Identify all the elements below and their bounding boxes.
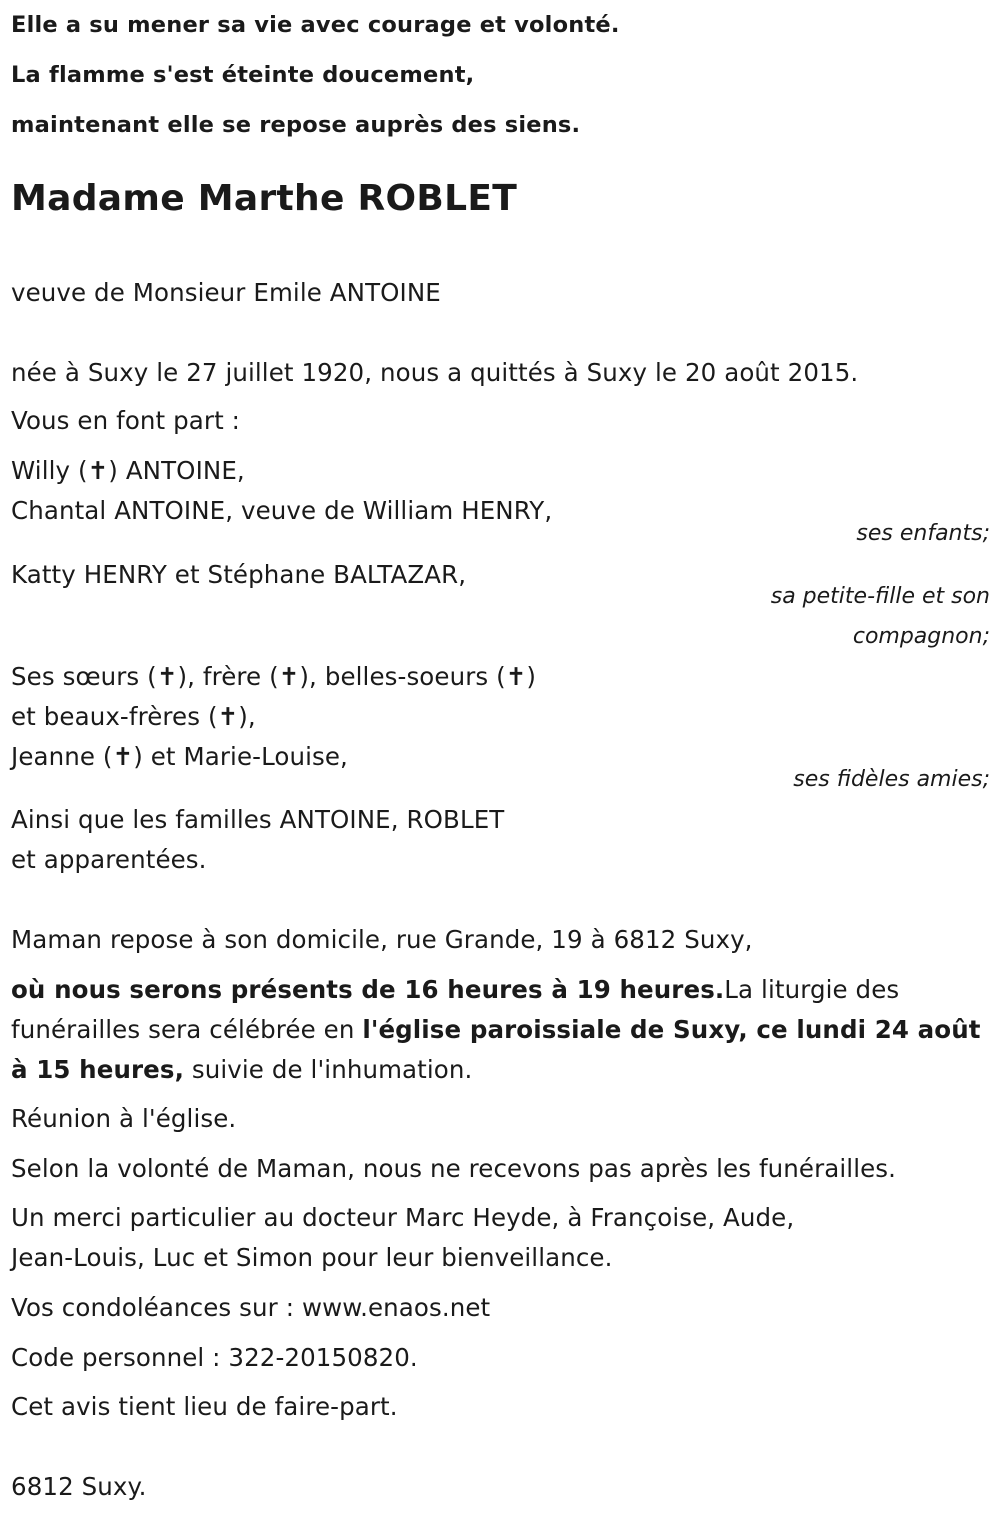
deceased-name: Madame Marthe ROBLET [11, 178, 518, 219]
burial-note: suivie de l'inhumation. [183, 1055, 473, 1084]
families-line-1: Ainsi que les familles ANTOINE, ROBLET [11, 805, 505, 834]
thanks-line-2: Jean-Louis, Luc et Simon pour leur bienveillance. [11, 1243, 613, 1272]
wish-line: Selon la volonté de Maman, nous ne recevons pas après les funérailles. [11, 1154, 897, 1183]
ceremony-time: à 15 heures, [11, 1055, 184, 1084]
widow-of-line: veuve de Monsieur Emile ANTOINE [11, 278, 441, 307]
friends-role: ses fidèles amies; [793, 767, 990, 792]
verse-line-3: maintenant elle se repose auprès des siens. [11, 112, 581, 138]
rest-line: Maman repose à son domicile, rue Grande, 19 à 6812 Suxy, [11, 925, 753, 954]
condolences-line: Vos condoléances sur : www.enaos.net [11, 1293, 491, 1322]
grandchild-role-line-1: sa petite-fille et son [770, 584, 990, 609]
notice-line: Cet avis tient lieu de faire-part. [11, 1392, 398, 1421]
liturgy-plain: funérailles sera célébrée en [11, 1015, 363, 1044]
code-line: Code personnel : 322-20150820. [11, 1343, 418, 1372]
children-role: ses enfants; [856, 521, 990, 546]
presence-line [11, 975, 899, 1004]
verse-line-1: Elle a su mener sa vie avec courage et volonté. [11, 12, 620, 38]
meeting-line: Réunion à l'église. [11, 1104, 237, 1133]
children-line-1: Willy (✝) ANTOINE, [11, 456, 245, 485]
church-date: l'église paroissiale de Suxy, ce lundi 24 août [362, 1015, 981, 1044]
place-line: 6812 Suxy. [11, 1472, 147, 1501]
liturgy-line-2 [11, 1015, 981, 1044]
siblings-line-1: Ses sœurs (✝), frère (✝), belles-soeurs (✝) [11, 662, 537, 691]
verse-line-2: La flamme s'est éteinte doucement, [11, 62, 475, 88]
siblings-line-2: et beaux-frères (✝), [11, 702, 256, 731]
presence-hours: où nous serons présents de 16 heures à 19 heures. [11, 975, 725, 1004]
families-line-2: et apparentées. [11, 845, 207, 874]
liturgy-line-3 [11, 1055, 472, 1084]
announce-line: Vous en font part : [11, 406, 241, 435]
birth-death-line: née à Suxy le 27 juillet 1920, nous a quittés à Suxy le 20 août 2015. [11, 358, 859, 387]
friends-line: Jeanne (✝) et Marie-Louise, [11, 742, 348, 771]
liturgy-start: La liturgie des [724, 975, 900, 1004]
children-line-2: Chantal ANTOINE, veuve de William HENRY, [11, 496, 553, 525]
grandchild-line: Katty HENRY et Stéphane BALTAZAR, [11, 560, 467, 589]
thanks-line-1: Un merci particulier au docteur Marc Heyde, à Françoise, Aude, [11, 1203, 795, 1232]
grandchild-role-line-2: compagnon; [852, 624, 990, 649]
